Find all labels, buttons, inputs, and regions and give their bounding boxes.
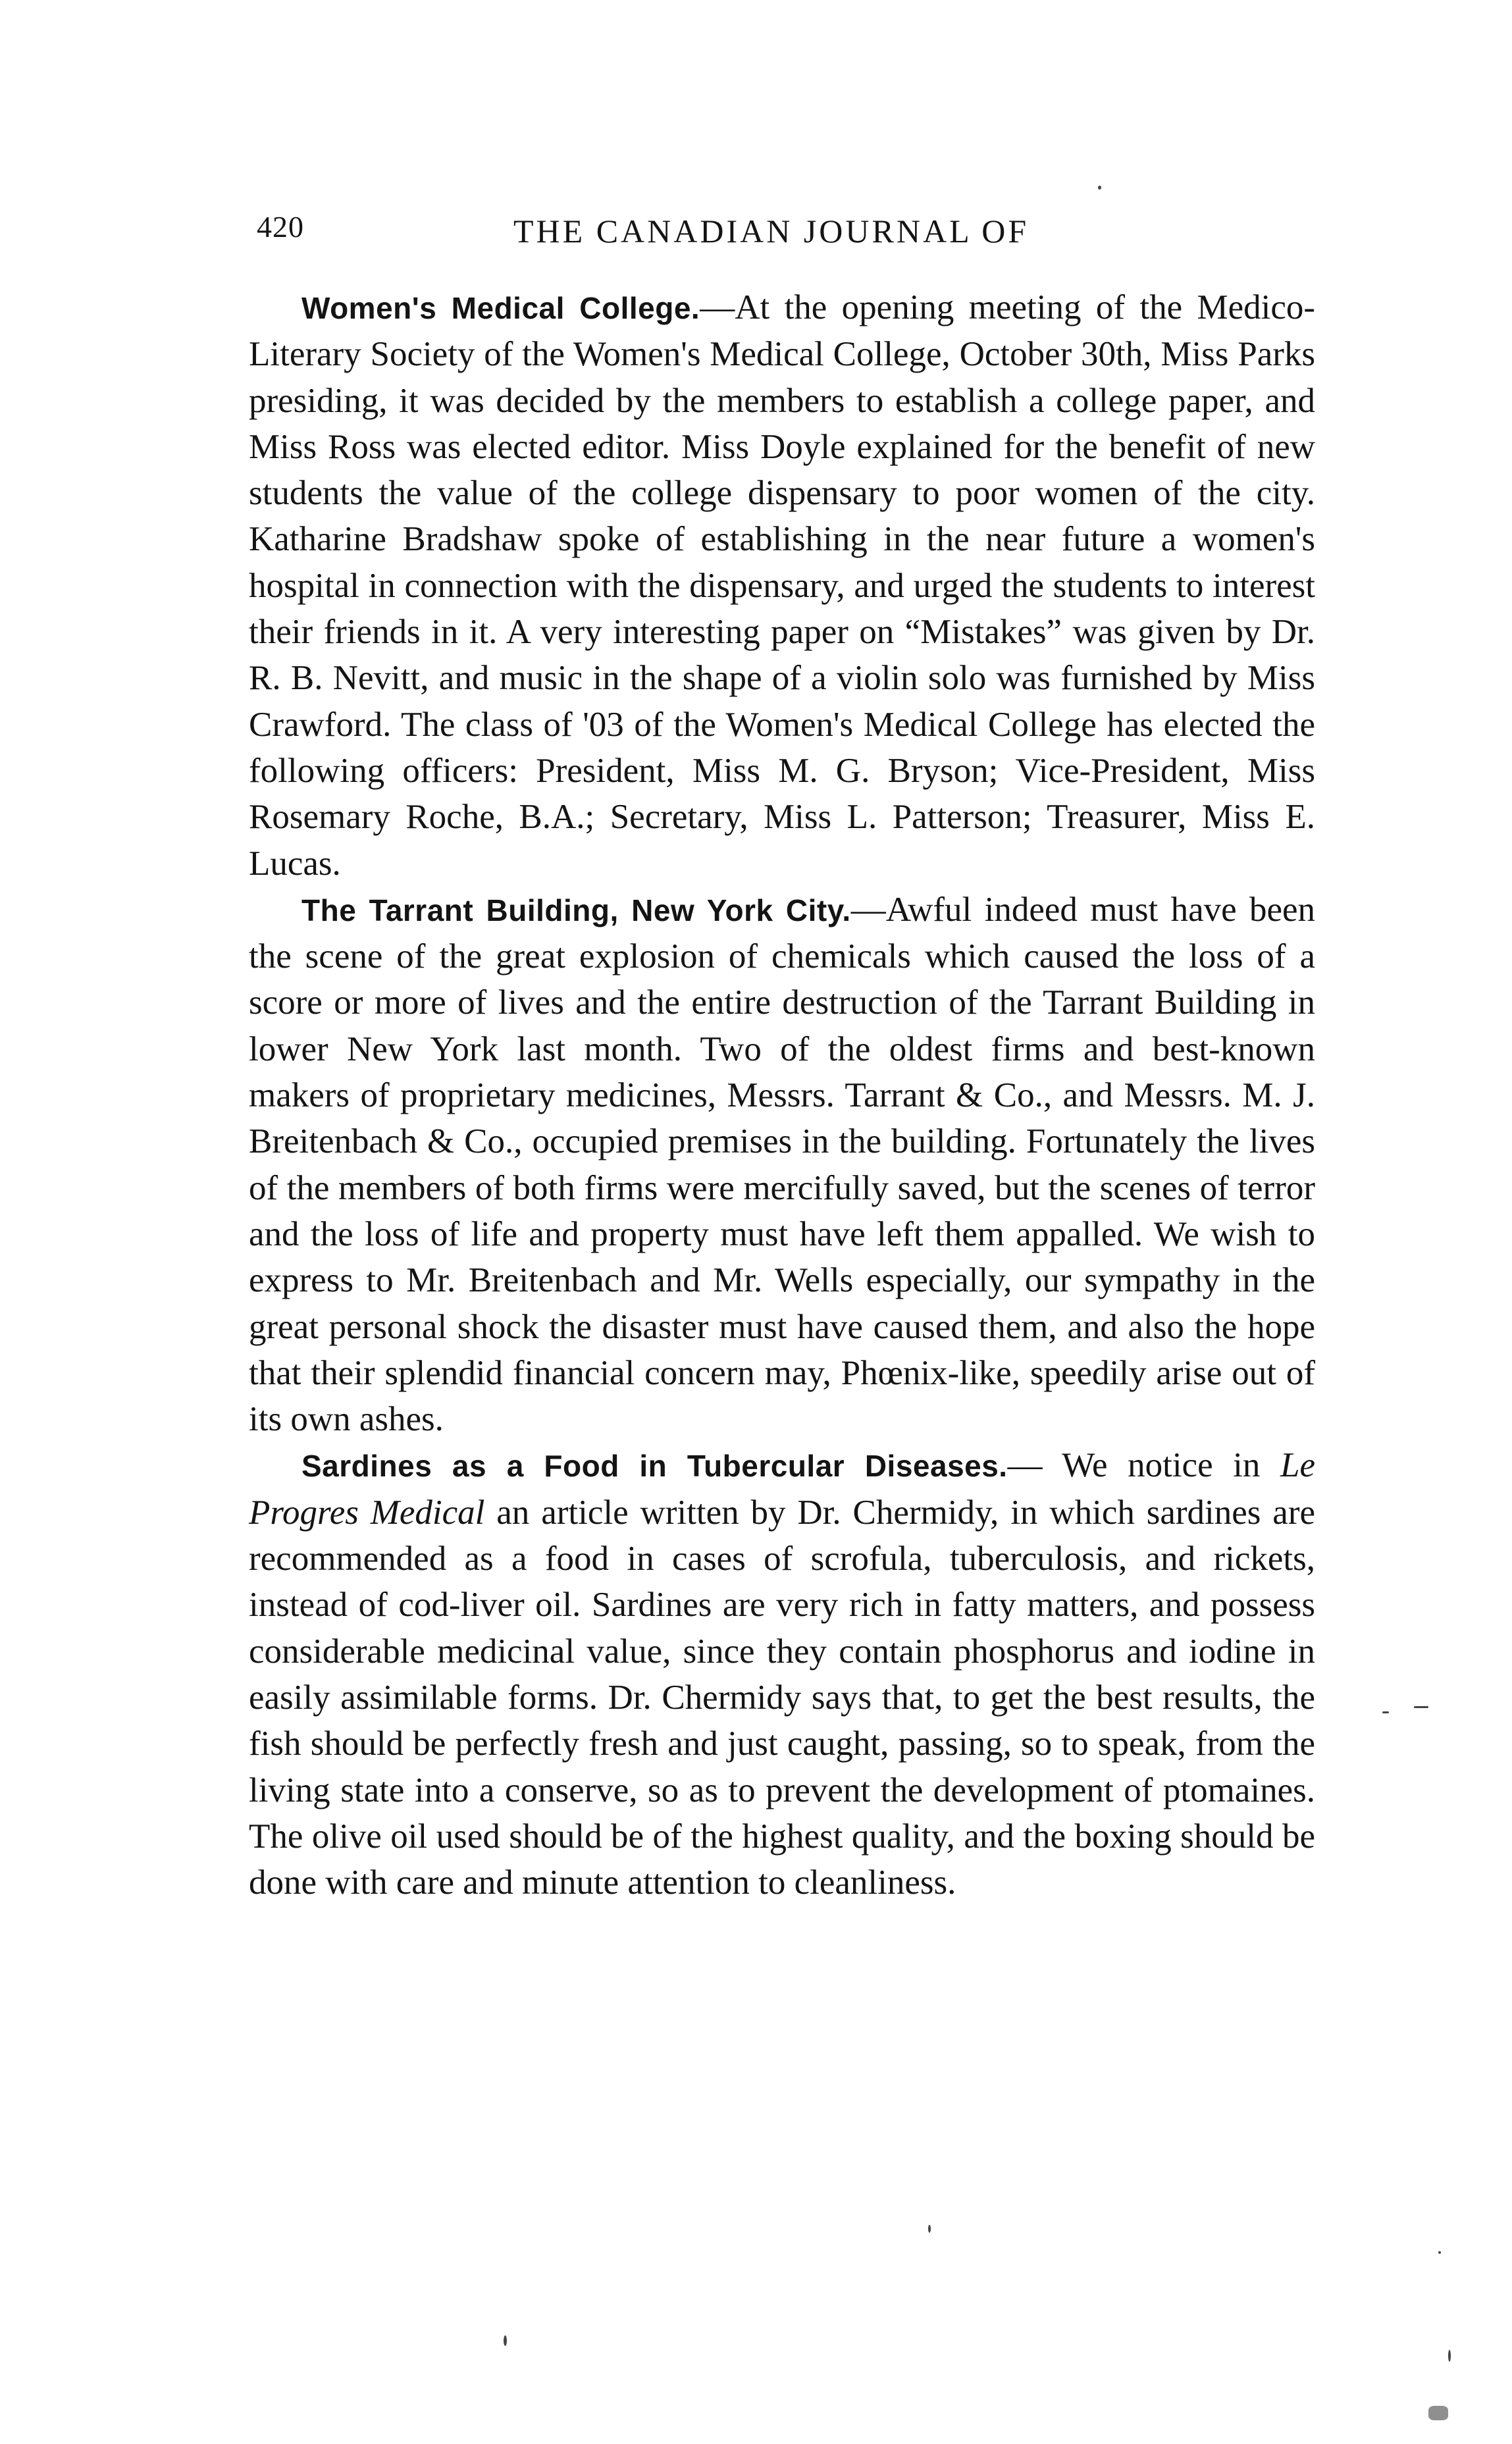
scan-speck — [1382, 1711, 1389, 1713]
journal-title: Le Progres Medical — [249, 1446, 1315, 1532]
article-sardines — [249, 1442, 1315, 1906]
article-body: an article written by Dr. Chermidy, in which sardines are recommended as a food in cases of scrofula, tuberculosis, and rickets, instead of cod-liver oil. Sardines are very rich in fatty matters, and possess considerable medicinal value, since they contain phosphorus and iodine in easily assimilable forms. Dr. Chermidy says that, to get the best results, the fish should be perfectly fresh and just caught, passing, so to speak, from the living state into a conserve, so as to prevent the development of ptomaines. The olive oil used should be of the highest quality, and the boxing should be done with care and minute attention to cleanliness. — [249, 1493, 1315, 1902]
scan-speck — [504, 2335, 507, 2346]
scan-speck — [1098, 186, 1101, 190]
article-body: —Awful indeed must have been the scene of the great explosion of chemicals which caused the loss of a score or more of lives and the entire destruction of the Tarrant Building in lower New York last month. Two of the oldest firms and best-known makers of proprietary medicines, Messrs. Tarrant & Co., and Messrs. M. J. Breitenbach & Co., occupied premises in the building. Fortunately the lives of the members of both firms were mercifully saved, but the scenes of terror and the loss of life and property must have left them appalled. We wish to express to Mr. Breitenbach and Mr. Wells especially, our sympathy in the great personal shock the disaster must have caused them, and also the hope that their splendid financial concern may, Phœnix-like, speedily arise out of its own ashes. — [249, 890, 1315, 1439]
scan-speck — [928, 2225, 931, 2233]
running-head: THE CANADIAN JOURNAL OF — [513, 213, 1030, 249]
page-body — [249, 284, 1315, 1906]
page-number: 420 — [257, 210, 304, 244]
article-heading: Sardines as a Food in Tubercular Diseases. — [301, 1449, 1008, 1484]
scan-speck — [1414, 1706, 1428, 1708]
scan-speck — [1438, 2251, 1441, 2254]
article-womens-medical-college — [249, 284, 1315, 887]
scan-speck — [1428, 2406, 1448, 2420]
article-body: —At the opening meeting of the Medico-Literary Society of the Women's Medical College, October 30th, Miss Parks presiding, it was decided by the members to establish a college paper, and Miss Ross was elected editor. Miss Doyle explained for the benefit of new students the value of the college dispensary to poor women of the city. Katharine Bradshaw spoke of establishing in the near future a women's hospital in connection with the dispensary, and urged the students to interest their friends in it. A very interesting paper on “Mistakes” was given by Dr. R. B. Nevitt, and music in the shape of a violin solo was furnished by Miss Crawford. The class of '03 of the Women's Medical College has elected the following officers: President, Miss M. G. Bryson; Vice-President, Miss Rosemary Roche, B.A.; Secretary, Miss L. Patterson; Treasurer, Miss E. Lucas. — [249, 288, 1316, 883]
article-tarrant-building — [249, 887, 1315, 1443]
article-body: — We notice in — [1007, 1446, 1280, 1485]
article-heading: The Tarrant Building, New York City. — [301, 893, 851, 927]
scan-speck — [1448, 2350, 1451, 2362]
article-heading: Women's Medical College. — [301, 291, 700, 325]
